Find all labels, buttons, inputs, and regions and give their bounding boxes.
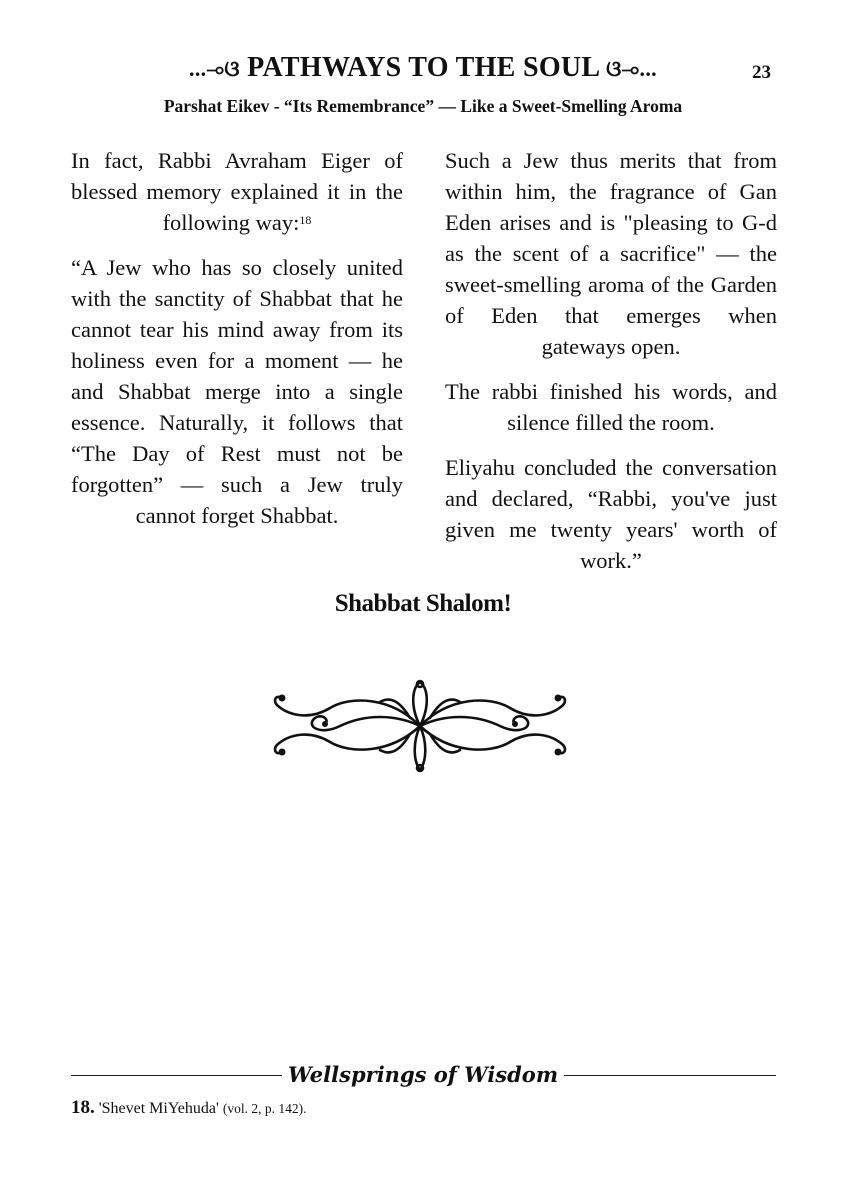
footnote-number: 18.	[71, 1097, 95, 1118]
chapter-subtitle: Parshat Eikev - “Its Remembrance” — Like a Sweet-Smelling Aroma	[163, 96, 683, 116]
header-ornament-right: ଓ⊸...	[606, 56, 657, 81]
left-paragraph-2: “A Jew who has so closely united with the sanctity of Shabbat that he cannot tear his mind away from its holiness even for a moment — he and Shabbat merge into a single essence. Naturally, it follows that “The Day of Rest must not be forgotten” — such a Jew truly cannot forget Shabbat.	[71, 255, 403, 528]
right-paragraph-1: Such a Jew thus merits that from within him, the fragrance of Gan Eden arises and is "pleasing to G-d as the scent of a sacrifice" — the sweet-smelling aroma of the Garden of Eden that emerges when gateways open.	[445, 148, 777, 359]
left-paragraph-1-text: In fact, Rabbi Avraham Eiger of blessed memory explained it in the following way:	[71, 148, 403, 235]
footer-label: Wellsprings of Wisdom	[282, 1062, 564, 1087]
right-paragraph-3: Eliyahu concluded the conversation and declared, “Rabbi, you've just given me twenty years' worth of work.”	[445, 455, 777, 573]
footnote	[71, 1097, 307, 1119]
closing-blessing: Shabbat Shalom!	[334, 590, 512, 617]
left-column	[71, 145, 403, 545]
running-header	[0, 52, 846, 84]
left-paragraph-1	[71, 145, 403, 238]
footer-label-wrap	[0, 1062, 846, 1087]
header-ornament-left: ...⊸ଓ	[189, 56, 240, 81]
footnote-detail: (vol. 2, p. 142).	[222, 1101, 307, 1116]
footnote-source: 'Shevet MiYehuda'	[98, 1100, 219, 1117]
page-number: 23	[752, 62, 771, 83]
header-title: PATHWAYS TO THE SOUL	[247, 52, 599, 83]
right-column	[445, 145, 777, 590]
footnote-ref[interactable]: 18	[299, 213, 312, 227]
right-paragraph-2: The rabbi finished his words, and silence filled the room.	[445, 379, 777, 435]
flourish-ornament-icon	[270, 676, 570, 776]
